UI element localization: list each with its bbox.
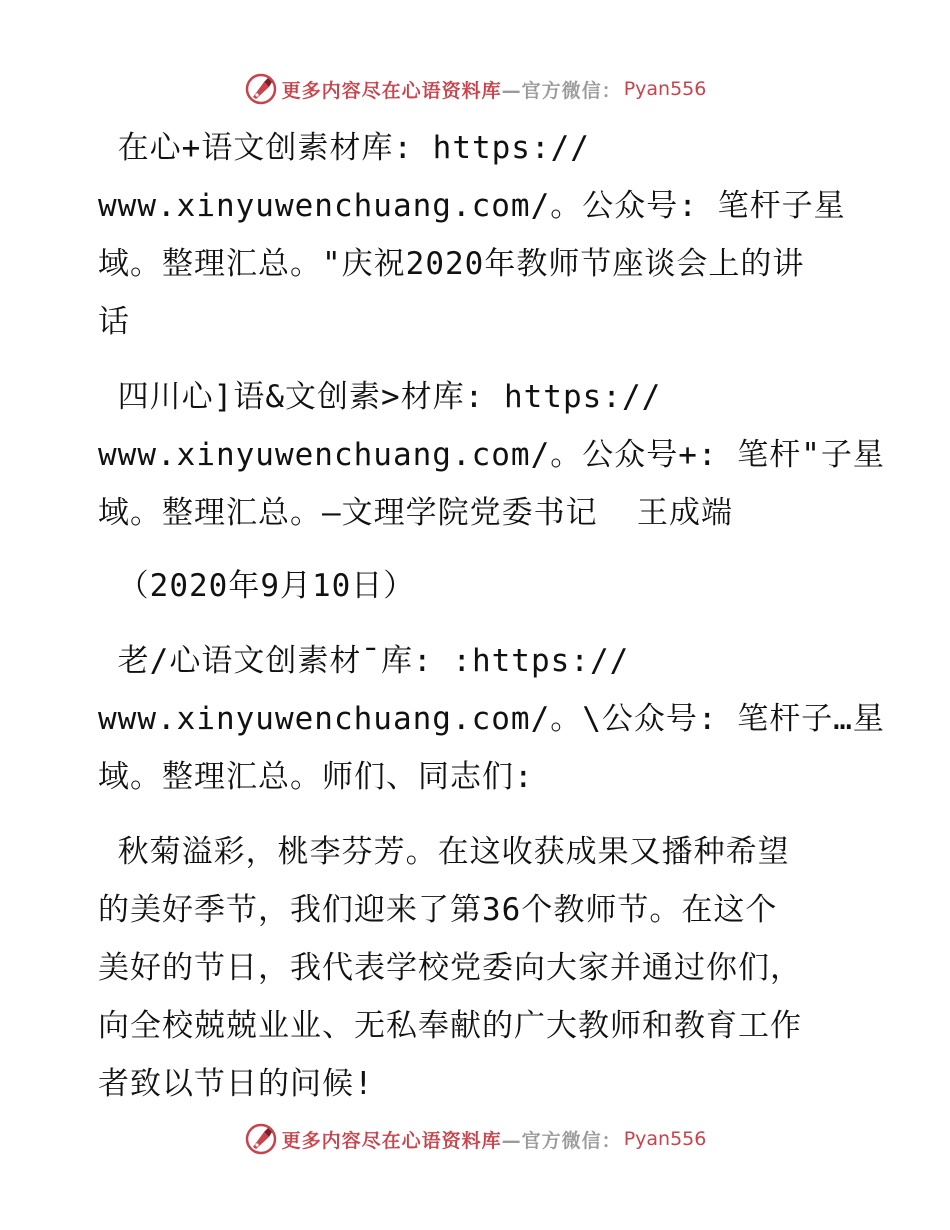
body-line: （2020年9月10日） <box>98 568 416 604</box>
body-line: 话 <box>98 304 130 340</box>
body-line: 域。整理汇总。"庆祝2020年教师节座谈会上的讲 <box>98 246 805 282</box>
body-line: 四川心]语&文创素>材库: https:// <box>98 379 662 415</box>
pen-nib-logo-icon <box>244 72 278 106</box>
body-line: 老/心语文创素材¯库: :https:// <box>98 643 630 679</box>
body-line: www.xinyuwenchuang.com/。\公众号: 笔杆子…星 <box>98 701 885 737</box>
body-line: 美好的节日，我代表学校党委向大家并通过你们， <box>98 950 802 986</box>
footer-banner <box>0 1122 950 1156</box>
body-line: 域。整理汇总。师们、同志们: <box>98 759 534 795</box>
body-line: 的美好季节，我们迎来了第36个教师节。在这个 <box>98 892 778 928</box>
header-official-text: —官方微信： <box>501 79 622 102</box>
body-line: www.xinyuwenchuang.com/。公众号+: 笔杆"子星 <box>98 437 885 473</box>
header-brand-text: 更多内容尽在心语资料库 <box>281 79 502 102</box>
body-line: 秋菊溢彩，桃李芬芳。在这收获成果又播种希望 <box>98 834 790 870</box>
body-line: 在心+语文创素材库: https:// <box>98 130 590 166</box>
footer-brand-text: 更多内容尽在心语资料库 <box>281 1129 502 1152</box>
body-line: www.xinyuwenchuang.com/。公众号: 笔杆子星 <box>98 188 846 224</box>
pen-nib-logo-icon <box>244 1122 278 1156</box>
header-banner <box>0 72 950 106</box>
header-wechat-id: Pyan556 <box>623 78 707 100</box>
body-line: 者致以节日的问候! <box>98 1066 374 1102</box>
body-line: 向全校兢兢业业、无私奉献的广大教师和教育工作 <box>98 1008 802 1044</box>
body-line: 域。整理汇总。—文理学院党委书记 王成端 <box>98 495 733 531</box>
footer-official-text: —官方微信： <box>501 1129 622 1152</box>
footer-wechat-id: Pyan556 <box>623 1128 707 1150</box>
